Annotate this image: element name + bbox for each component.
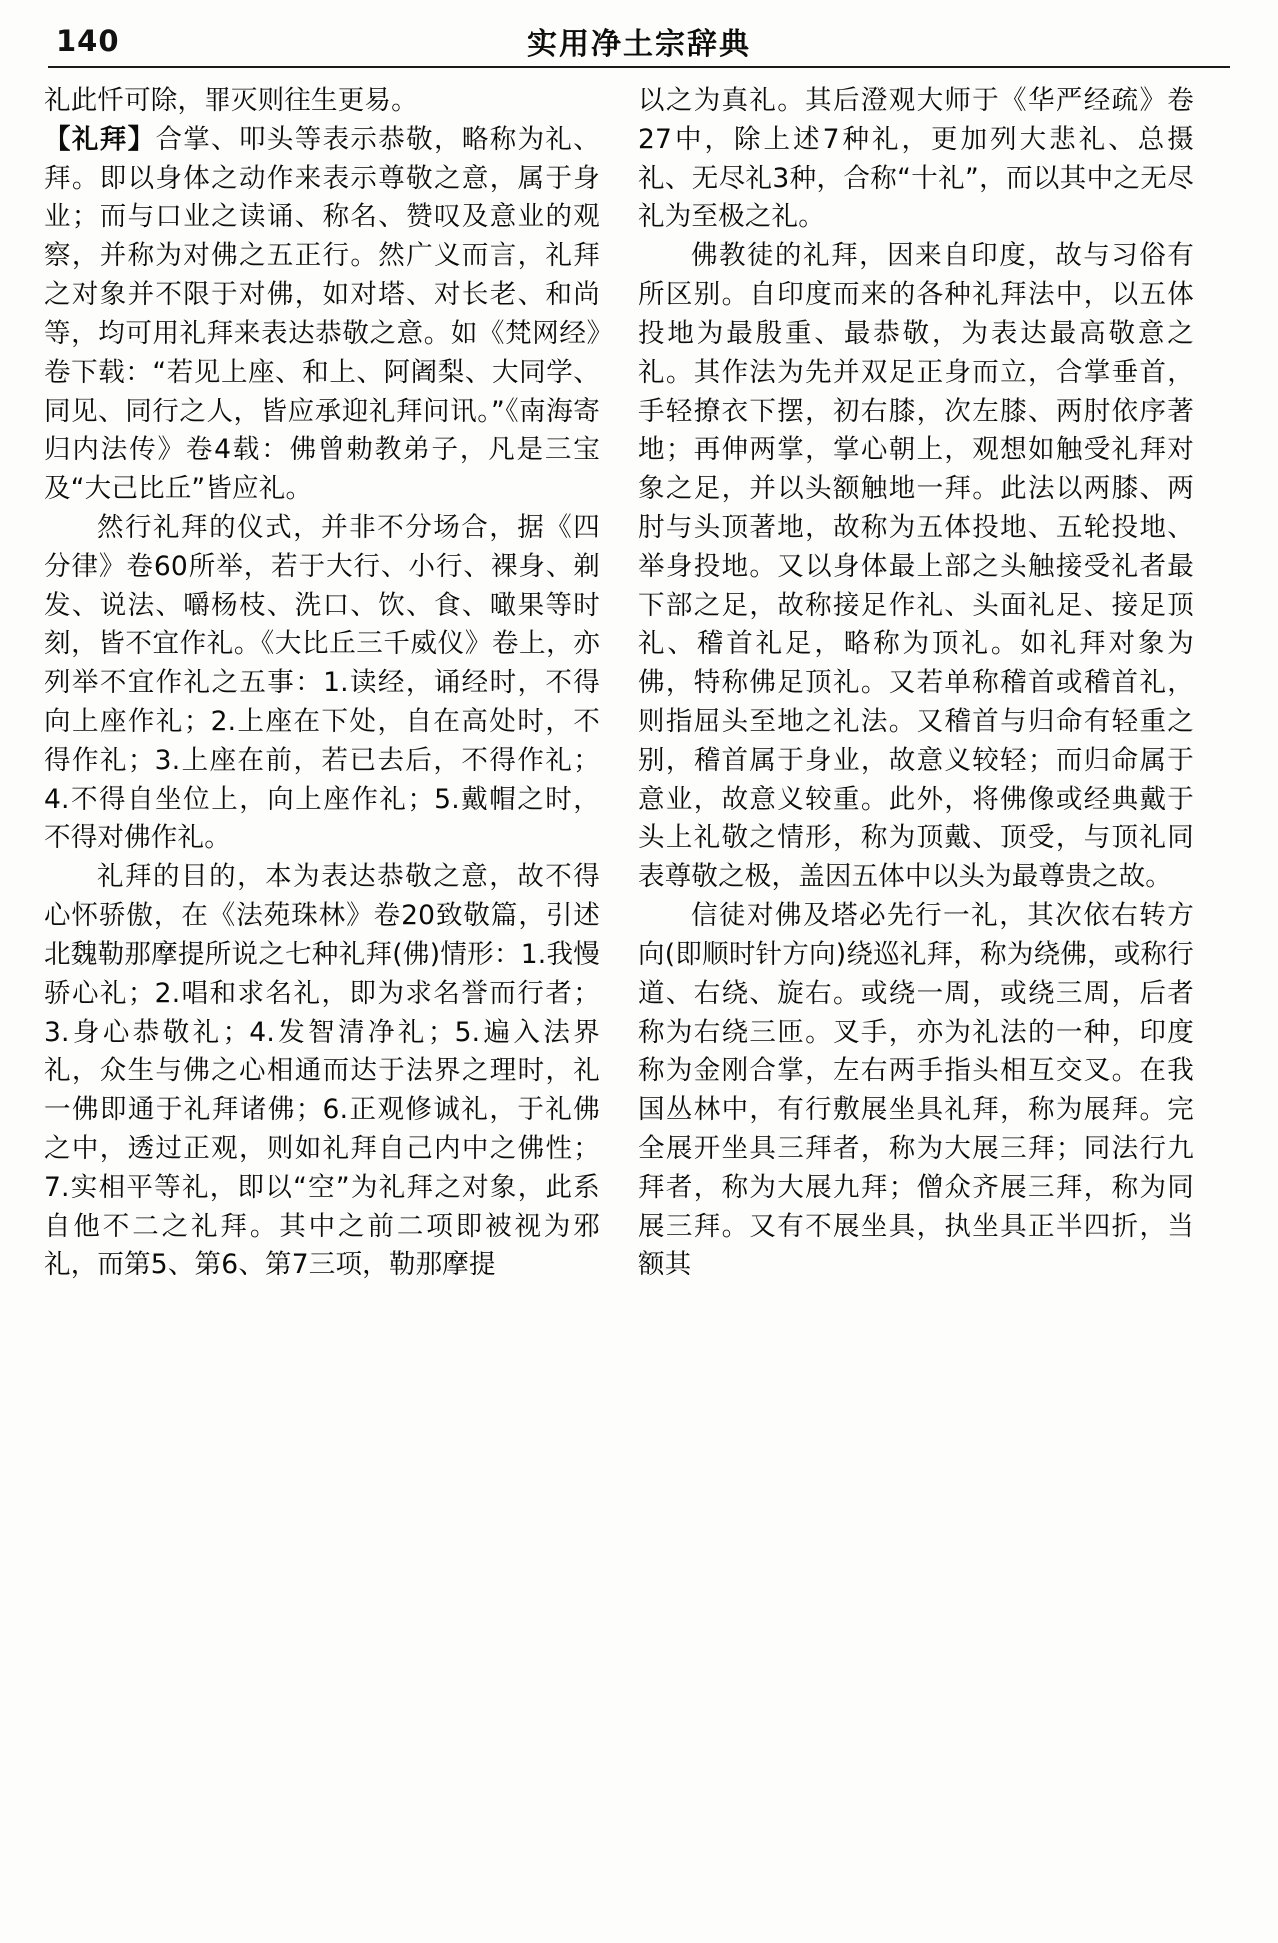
- entry-body: 合掌、叩头等表示恭敬，略称为礼、拜。即以身体之动作来表示尊敬之意，属于身业；而与口业之读诵、称名、赞叹及意业的观察，并称为对佛之五正行。然广义而言，礼拜之对象并不限于对佛，如对塔、对长老、和尚等，均可用礼拜来表达恭敬之意。如《梵网经》卷下载：“若见上座、和上、阿阇梨、大同学、同见、同行之人，皆应承迎礼拜问讯。”《南海寄归内法传》卷4载：佛曾勅教弟子，凡是三宝及“大己比丘”皆应礼。: [44, 123, 600, 505]
- paragraph: 佛教徒的礼拜，因来自印度，故与习俗有所区别。自印度而来的各种礼拜法中，以五体投地为最殷重、最恭敬，为表达最高敬意之礼。其作法为先并双足正身而立，合掌垂首，手轻撩衣下摆，初右膝，次左膝、两肘依序著地；再伸两掌，掌心朝上，观想如触受礼拜对象之足，并以头额触地一拜。此法以两膝、两肘与头顶著地，故称为五体投地、五轮投地、举身投地。又以身体最上部之头触接受礼者最下部之足，故称接足作礼、头面礼足、接足顶礼、稽首礼足，略称为顶礼。如礼拜对象为佛，特称佛足顶礼。又若单称稽首或稽首礼，则指屈头至地之礼法。又稽首与归命有轻重之别，稽首属于身业，故意义较轻；而归命属于意业，故意义较重。此外，将佛像或经典戴于头上礼敬之情形，称为顶戴、顶受，与顶礼同表尊敬之极，盖因五体中以头为最尊贵之故。: [638, 240, 1194, 893]
- paragraph: 信徒对佛及塔必先行一礼，其次依右转方向(即顺时针方向)绕巡礼拜，称为绕佛，或称行道、右绕、旋右。或绕一周，或绕三周，后者称为右绕三匝。叉手，亦为礼法的一种，印度称为金刚合掌，左右两手指头相互交叉。在我国丛林中，有行敷展坐具礼拜，称为展拜。完全展开坐具三拜者，称为大展三拜；同法行九拜者，称为大展九拜；僧众齐展三拜，称为同展三拜。又有不展坐具，执坐具正半四折，当额其: [638, 900, 1194, 1281]
- left-column: [44, 82, 600, 1933]
- page-number: 140: [56, 24, 120, 58]
- paragraph: 以之为真礼。其后澄观大师于《华严经疏》卷27中，除上述7种礼，更加列大悲礼、总摄礼、无尽礼3种，合称“十礼”，而以其中之无尽礼为至极之礼。: [638, 85, 1194, 233]
- paragraph: 然行礼拜的仪式，并非不分场合，据《四分律》卷60所举，若于大行、小行、裸身、剃发、说法、嚼杨枝、洗口、饮、食、噉果等时刻，皆不宜作礼。《大比丘三千威仪》卷上，亦列举不宜作礼之五事：1.读经，诵经时，不得向上座作礼；2.上座在下处，自在高处时，不得作礼；3.上座在前，若已去后，不得作礼；4.不得自坐位上，向上座作礼；5.戴帽之时，不得对佛作礼。: [44, 511, 600, 854]
- entry-paragraph: [44, 121, 600, 509]
- running-title: 实用净土宗辞典: [527, 27, 751, 62]
- page-header: [56, 18, 1222, 64]
- paragraph: 礼拜的目的，本为表达恭敬之意，故不得心怀骄傲，在《法苑珠林》卷20致敬篇，引述北魏勒那摩提所说之七种礼拜(佛)情形：1.我慢骄心礼；2.唱和求名礼，即为求名誉而行者；3.身心恭敬礼；4.发智清净礼；5.遍入法界礼，众生与佛之心相通而达于法界之理时，礼一佛即通于礼拜诸佛；6.正观修诚礼，于礼佛之中，透过正观，则如礼拜自己内中之佛性；7.实相平等礼，即以“空”为礼拜之对象，此系自他不二之礼拜。其中之前二项即被视为邪礼，而第5、第6、第7三项，勒那摩提: [44, 861, 600, 1281]
- text-columns: [44, 82, 1234, 1933]
- entry-headword: 【礼拜】: [44, 123, 156, 155]
- paragraph: 礼此忏可除，罪灭则往生更易。: [44, 85, 418, 116]
- right-column: [638, 82, 1194, 1933]
- header-rule: [48, 66, 1230, 68]
